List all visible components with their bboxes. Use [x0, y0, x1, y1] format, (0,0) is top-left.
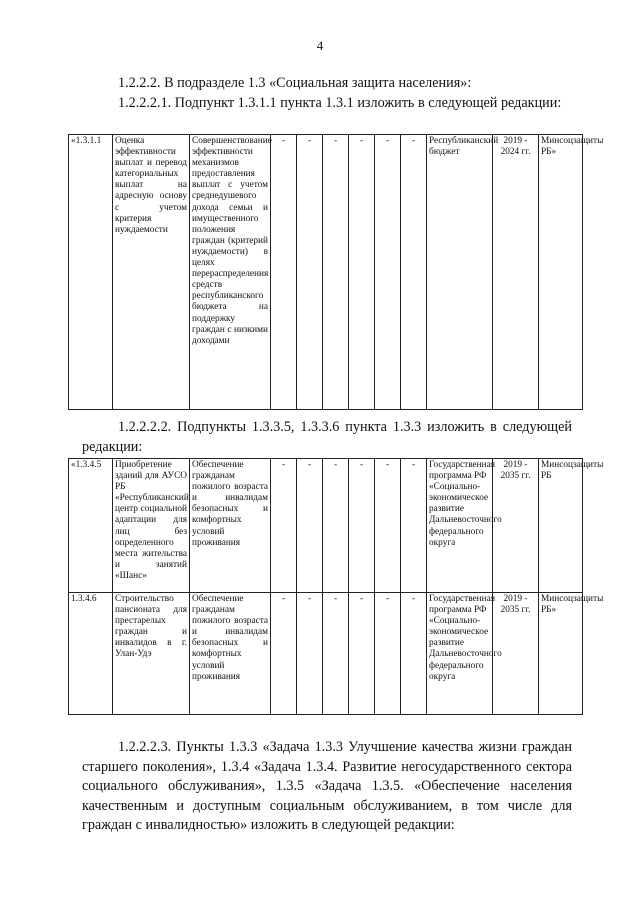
funding-source-cell: Государственная программа РФ «Социально-экономическое развитие Дальневосточного федерального округа	[427, 459, 493, 593]
value-cell: -	[349, 593, 375, 715]
value-cell: -	[323, 593, 349, 715]
value-cell: -	[297, 593, 323, 715]
period-cell: 2019 - 2035 гг.	[493, 593, 539, 715]
item-measure-cell: Обеспечение гражданам пожилого возраста и инвалидам безопасных и комфортных условий проживания	[190, 593, 271, 715]
value-cell: -	[271, 593, 297, 715]
value-cell: -	[297, 459, 323, 593]
table-row	[69, 593, 583, 715]
value-cell: -	[401, 459, 427, 593]
table-row	[69, 459, 583, 593]
funding-source-cell: Республиканский бюджет	[427, 135, 493, 410]
table-row	[69, 135, 583, 410]
value-cell: -	[323, 135, 349, 410]
executor-cell: Минсоцзащиты РБ	[539, 459, 583, 593]
paragraph-amend-1-3-1-1: 1.2.2.2.1. Подпункт 1.3.1.1 пункта 1.3.1 изложить в следующей редакции:	[118, 95, 562, 111]
value-cell: -	[375, 459, 401, 593]
item-name-cell: Приобретение зданий для АУСО РБ «Республиканский центр социальной адаптации для лиц без определенного места жительства и занятий «Шанс»	[113, 459, 190, 593]
item-measure-cell: Обеспечение гражданам пожилого возраста и инвалидам безопасных и комфортных условий проживания	[190, 459, 271, 593]
value-cell: -	[297, 135, 323, 410]
amendment-table-1	[68, 134, 604, 410]
item-name-cell: Строительство пансионата для престарелых граждан и инвалидов в г. Улан-Удэ	[113, 593, 190, 715]
value-cell: -	[271, 459, 297, 593]
value-cell: -	[349, 459, 375, 593]
paragraph-subsection-intro: 1.2.2.2. В подразделе 1.3 «Социальная защита населения»:	[118, 75, 472, 91]
period-cell: 2019 - 2024 гг.	[493, 135, 539, 410]
item-number-cell: «1.3.4.5	[69, 459, 113, 593]
amendment-table-2	[68, 458, 604, 715]
value-cell: -	[401, 135, 427, 410]
page-number: 4	[316, 38, 324, 53]
value-cell: -	[349, 135, 375, 410]
value-cell: -	[271, 135, 297, 410]
executor-cell: Минсоцзащиты РБ»	[539, 593, 583, 715]
item-number-cell: 1.3.4.6	[69, 593, 113, 715]
value-cell: -	[323, 459, 349, 593]
paragraph-amend-1-3-3: 1.2.2.2.2. Подпункты 1.3.3.5, 1.3.3.6 пункта 1.3.3 изложить в следующей редакции:	[82, 419, 572, 455]
item-number-cell: «1.3.1.1	[69, 135, 113, 410]
executor-cell: Минсоцзащиты РБ»	[539, 135, 583, 410]
value-cell: -	[375, 135, 401, 410]
funding-source-cell: Государственная программа РФ «Социально-экономическое развитие Дальневосточного федерального округа	[427, 593, 493, 715]
period-cell: 2019 - 2035 гг.	[493, 459, 539, 593]
paragraph-amend-tasks: 1.2.2.2.3. Пункты 1.3.3 «Задача 1.3.3 Улучшение качества жизни граждан старшего поколения», 1.3.4 «Задача 1.3.4. Развитие негосударственного сектора социального обслуживания», 1.3.5 «Задача 1.3.5. «Обеспечение населения качественным и доступным социальным обслуживанием, в том числе для граждан с инвалидностью» изложить в следующей редакции:	[82, 739, 572, 833]
value-cell: -	[375, 593, 401, 715]
item-name-cell: Оценка эффективности выплат и перевод категориальных выплат на адресную основу с учетом критерия нуждаемости	[113, 135, 190, 410]
value-cell: -	[401, 593, 427, 715]
item-measure-cell: Совершенствование эффективности механизмов предоставления выплат с учетом среднедушевого дохода семьи и имущественного положения граждан (критерий нуждаемости) в целях перераспределения средств республиканского бюджета на поддержку граждан с низкими доходами	[190, 135, 271, 410]
